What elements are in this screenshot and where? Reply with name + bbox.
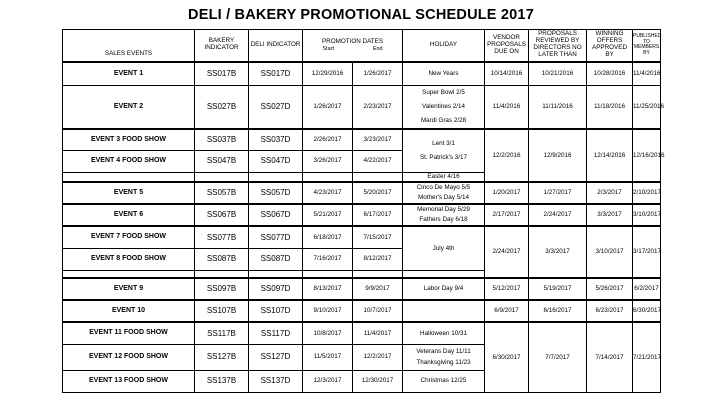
event-11-13-proposals-due: 6/30/2017 [485, 322, 529, 392]
header-holiday: HOLIDAY [403, 30, 485, 62]
event-3-4-reviewed-by: 12/9/2016 [529, 129, 587, 182]
spacer-cell [303, 172, 353, 182]
header-sales-events: SALES EVENTS [63, 30, 195, 62]
spacer-cell [403, 270, 485, 278]
event-6-proposals-due: 2/17/2017 [485, 204, 529, 226]
event-7-name: EVENT 7 FOOD SHOW [63, 226, 195, 248]
event-4-start: 3/26/2017 [303, 150, 353, 172]
event-6-reviewed-by: 2/24/2017 [529, 204, 587, 226]
event-9-reviewed-by: 5/19/2017 [529, 278, 587, 300]
event-3-4-holidays [403, 129, 485, 172]
event-13-end: 12/30/2017 [353, 370, 403, 392]
event-4-deli: SS047D [249, 150, 303, 172]
event-9-published-by: 6/2/2017 [633, 278, 661, 300]
event-2-start: 1/26/2017 [303, 86, 353, 130]
event-12-holidays [403, 344, 485, 370]
event-6-bakery: SS067B [195, 204, 249, 226]
spacer-cell [353, 270, 403, 278]
event-1-bakery: SS017B [195, 62, 249, 86]
event-5-end: 5/20/2017 [353, 182, 403, 204]
event-8-deli: SS087D [249, 248, 303, 270]
event-5-deli: SS057D [249, 182, 303, 204]
event-10-end: 10/7/2017 [353, 300, 403, 322]
event-6-start: 5/21/2017 [303, 204, 353, 226]
event-6-holidays [403, 204, 485, 226]
event-7-8-reviewed-by: 3/3/2017 [529, 226, 587, 278]
event-11-start: 10/8/2017 [303, 322, 353, 344]
schedule-table [62, 29, 665, 393]
event-1-proposals-due: 10/14/2016 [485, 62, 529, 86]
event-5-holidays [403, 182, 485, 204]
event-2-deli: SS027D [249, 86, 303, 130]
holiday-veterans-day: Veterans Day 11/11 [416, 348, 471, 355]
event-6-name: EVENT 6 [63, 204, 195, 226]
event-6-approved-by: 3/3/2017 [587, 204, 633, 226]
event-9-proposals-due: 5/12/2017 [485, 278, 529, 300]
sheet-title: DELI / BAKERY PROMOTIONAL SCHEDULE 2017 [188, 7, 534, 23]
holiday-mardi-gras: Mardi Gras 2/28 [420, 117, 467, 124]
header-promotion-dates [303, 30, 403, 62]
event-2-bakery: SS027B [195, 86, 249, 130]
event-12-end: 12/2/2017 [353, 344, 403, 370]
event-10-deli: SS107D [249, 300, 303, 322]
event-4-end: 4/22/2017 [353, 150, 403, 172]
event-1-deli: SS017D [249, 62, 303, 86]
event-3-4-proposals-due: 12/2/2016 [485, 129, 529, 182]
event-9-start: 8/13/2017 [303, 278, 353, 300]
event-11-holiday: Halloween 10/31 [403, 322, 485, 344]
event-3-start: 2/26/2017 [303, 129, 353, 150]
header-proposals-reviewed: PROPOSALS REVIEWED BY DIRECTORS NO LATER THAN [529, 30, 587, 62]
holiday-valentines: Valentines 2/14 [422, 103, 465, 110]
header-vendor-proposals: VENDOR PROPOSALS DUE ON [485, 30, 529, 62]
spacer-cell [353, 172, 403, 182]
event-8-end: 8/12/2017 [353, 248, 403, 270]
holiday-mothers-day: Mother's Day 5/14 [418, 194, 469, 201]
event-2-approved-by: 11/18/2016 [587, 86, 633, 130]
schedule-sheet [62, 5, 665, 405]
event-9-approved-by: 5/26/2017 [587, 278, 633, 300]
holiday-super-bowl: Super Bowl 2/5 [422, 89, 465, 96]
event-7-8-proposals-due: 2/24/2017 [485, 226, 529, 278]
event-6-end: 6/17/2017 [353, 204, 403, 226]
event-3-4-approved-by: 12/14/2016 [587, 129, 633, 182]
event-5-proposals-due: 1/20/2017 [485, 182, 529, 204]
event-13-start: 12/3/2017 [303, 370, 353, 392]
header-deli-indicator: DELI INDICATOR [249, 30, 303, 62]
holiday-cinco-de-mayo: Cinco De Mayo 5/5 [416, 184, 471, 191]
event-13-name: EVENT 13 FOOD SHOW [63, 370, 195, 392]
event-7-deli: SS077D [249, 226, 303, 248]
event-5-approved-by: 2/3/2017 [587, 182, 633, 204]
event-10-published-by: 6/30/2017 [633, 300, 661, 322]
event-8-bakery: SS087B [195, 248, 249, 270]
holiday-fathers-day: Fathers Day 6/18 [419, 216, 468, 223]
event-1-name: EVENT 1 [63, 62, 195, 86]
event-2-proposals-due: 11/4/2016 [485, 86, 529, 130]
event-3-deli: SS037D [249, 129, 303, 150]
holiday-easter: Easter 4/16 [403, 172, 485, 182]
event-5-start: 4/23/2017 [303, 182, 353, 204]
event-5-reviewed-by: 1/27/2017 [529, 182, 587, 204]
event-2-holidays [403, 86, 485, 130]
event-12-bakery: SS127B [195, 344, 249, 370]
event-6-published-by: 3/10/2017 [633, 204, 661, 226]
event-9-deli: SS097D [249, 278, 303, 300]
spacer-cell [249, 270, 303, 278]
event-1-published-by: 11/4/2016 [633, 62, 661, 86]
spacer-cell [63, 172, 195, 182]
spacer-cell [195, 270, 249, 278]
event-9-end: 9/9/2017 [353, 278, 403, 300]
event-1-reviewed-by: 10/21/2016 [529, 62, 587, 86]
event-9-holiday: Labor Day 9/4 [403, 278, 485, 300]
event-10-reviewed-by: 6/16/2017 [529, 300, 587, 322]
event-13-deli: SS137D [249, 370, 303, 392]
event-11-13-reviewed-by: 7/7/2017 [529, 322, 587, 392]
event-13-holiday: Christmas 12/25 [403, 370, 485, 392]
spacer-cell [303, 270, 353, 278]
event-10-approved-by: 6/23/2017 [587, 300, 633, 322]
event-1-approved-by: 10/28/2016 [587, 62, 633, 86]
event-12-start: 11/5/2017 [303, 344, 353, 370]
event-7-8-approved-by: 3/10/2017 [587, 226, 633, 278]
event-3-bakery: SS037B [195, 129, 249, 150]
event-2-published-by: 11/25/2016 [633, 86, 661, 130]
event-10-holiday [403, 300, 485, 322]
event-7-end: 7/15/2017 [353, 226, 403, 248]
event-4-bakery: SS047B [195, 150, 249, 172]
event-3-name: EVENT 3 FOOD SHOW [63, 129, 195, 150]
event-11-end: 11/4/2017 [353, 322, 403, 344]
spacer-cell [249, 172, 303, 182]
event-1-end: 1/26/2017 [353, 62, 403, 86]
holiday-lent: Lent 3/1 [432, 139, 455, 147]
header-published: PUBLISHED TO MEMBERS BY [633, 30, 661, 62]
event-11-13-published-by: 7/21/2017 [633, 322, 661, 392]
event-3-end: 3/23/2017 [353, 129, 403, 150]
event-5-published-by: 2/10/2017 [633, 182, 661, 204]
event-1-holiday: New Years [403, 62, 485, 86]
event-1-start: 12/29/2016 [303, 62, 353, 86]
header-promotion-dates-label: PROMOTION DATES [321, 37, 384, 45]
event-10-bakery: SS107B [195, 300, 249, 322]
event-5-name: EVENT 5 [63, 182, 195, 204]
event-11-13-approved-by: 7/14/2017 [587, 322, 633, 392]
event-8-start: 7/16/2017 [303, 248, 353, 270]
header-end: End [372, 45, 383, 52]
event-9-bakery: SS097B [195, 278, 249, 300]
holiday-memorial-day: Memorial Day 5/29 [417, 206, 470, 213]
header-start: Start [322, 45, 335, 52]
holiday-st-patricks: St. Patrick's 3/17 [419, 153, 468, 161]
spacer-cell [63, 270, 195, 278]
event-10-proposals-due: 6/9/2017 [485, 300, 529, 322]
spacer-cell [195, 172, 249, 182]
event-12-deli: SS127D [249, 344, 303, 370]
event-12-name: EVENT 12 FOOD SHOW [63, 344, 195, 370]
event-7-8-holiday: July 4th [403, 226, 485, 270]
event-10-start: 9/10/2017 [303, 300, 353, 322]
event-7-bakery: SS077B [195, 226, 249, 248]
event-9-name: EVENT 9 [63, 278, 195, 300]
event-7-start: 6/18/2017 [303, 226, 353, 248]
event-2-end: 2/23/2017 [353, 86, 403, 130]
event-5-bakery: SS057B [195, 182, 249, 204]
event-11-bakery: SS117B [195, 322, 249, 344]
event-3-4-published-by: 12/16/2016 [633, 129, 661, 182]
event-2-reviewed-by: 11/11/2016 [529, 86, 587, 130]
event-4-name: EVENT 4 FOOD SHOW [63, 150, 195, 172]
holiday-thanksgiving: Thanksgiving 11/23 [416, 359, 471, 366]
event-10-name: EVENT 10 [63, 300, 195, 322]
event-11-deli: SS117D [249, 322, 303, 344]
header-winning-offers: WINNING OFFERS APPROVED BY [587, 30, 633, 62]
header-bakery-indicator: BAKERY INDICATOR [195, 30, 249, 62]
event-11-name: EVENT 11 FOOD SHOW [63, 322, 195, 344]
event-2-name: EVENT 2 [63, 86, 195, 130]
event-6-deli: SS067D [249, 204, 303, 226]
event-7-8-published-by: 3/17/2017 [633, 226, 661, 278]
event-8-name: EVENT 8 FOOD SHOW [63, 248, 195, 270]
event-13-bakery: SS137B [195, 370, 249, 392]
